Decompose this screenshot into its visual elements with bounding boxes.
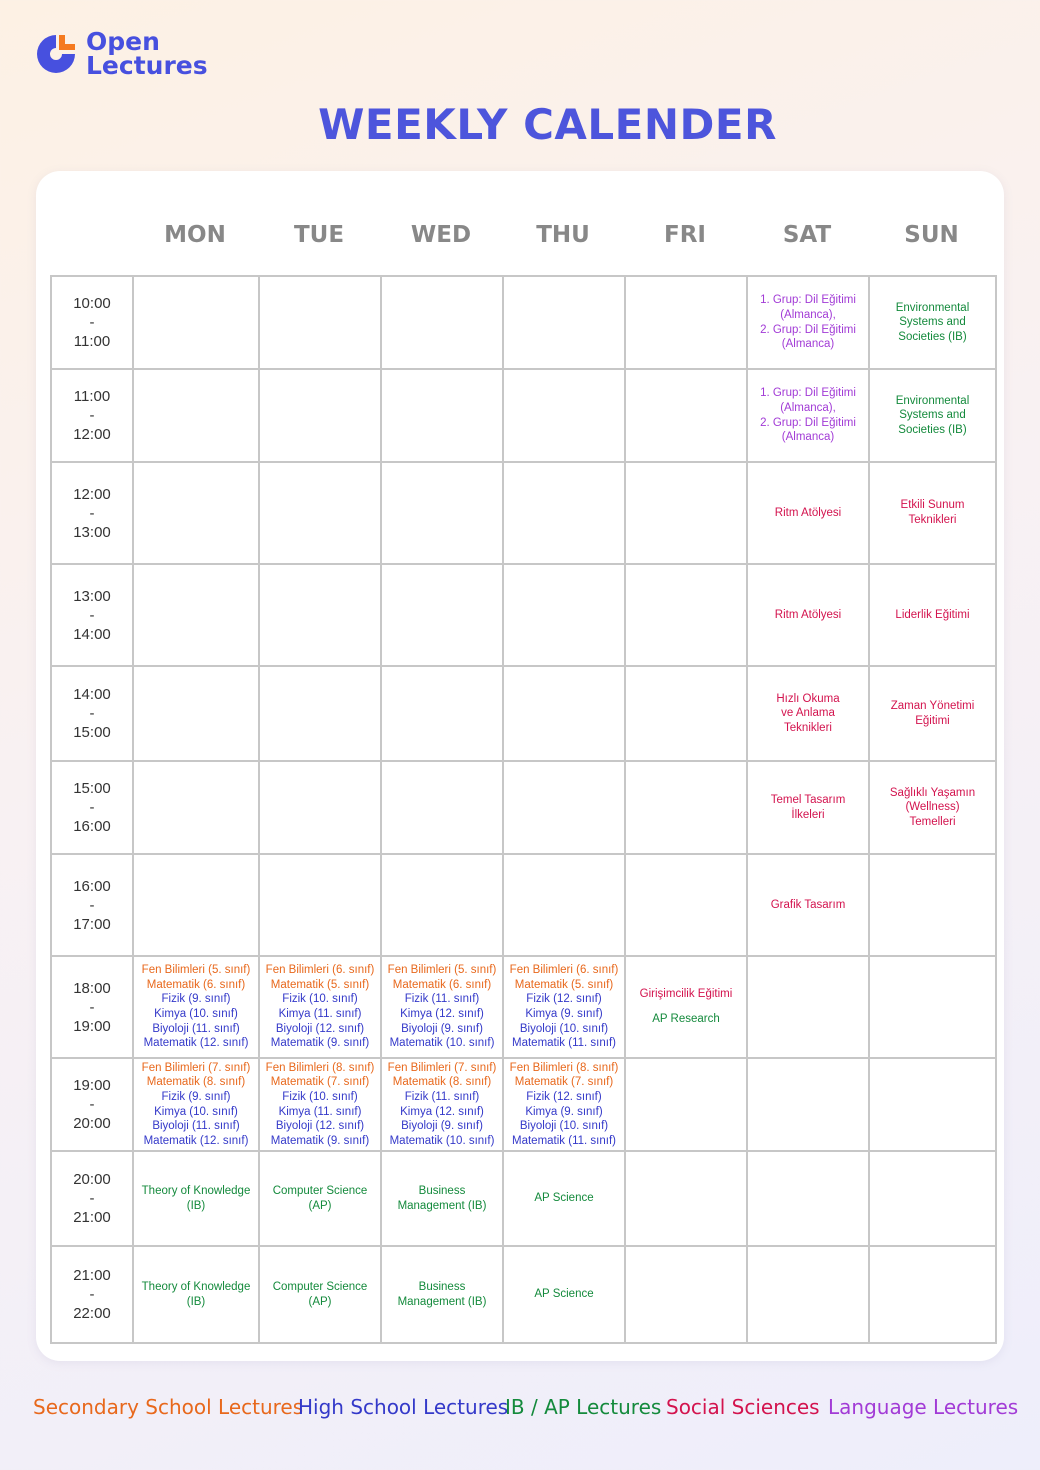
schedule-cell-thu (503, 956, 625, 1058)
time-row-19 (51, 1058, 996, 1151)
lecture-line: (Almanca) (781, 431, 835, 444)
time-start: 19:00 (73, 1077, 111, 1094)
time-label (51, 666, 133, 761)
schedule-cell-empty (259, 276, 381, 369)
schedule-cell-empty (259, 666, 381, 761)
time-row-20 (51, 1151, 996, 1246)
lecture-line: Kimya (11. sınıf) (278, 1105, 362, 1118)
schedule-cell-empty (133, 564, 259, 666)
lecture-line: Fen Bilimleri (6. sınıf) (509, 964, 619, 977)
time-start: 15:00 (73, 780, 111, 797)
schedule-cell-wed (381, 1246, 503, 1343)
lecture-line: (IB) (186, 1295, 206, 1308)
schedule-cell-thu (503, 1151, 625, 1246)
open-lectures-logo (32, 27, 208, 80)
schedule-cell-empty (747, 1246, 869, 1343)
schedule-cell-wed (381, 1151, 503, 1246)
schedule-cell-empty (869, 854, 996, 956)
schedule-cell-empty (503, 369, 625, 462)
logo-line-open: Open (86, 27, 160, 56)
lecture-line: Environmental (895, 394, 970, 407)
lecture-line: Girişimcilik Eğitimi (639, 988, 733, 1001)
schedule-cell-empty (625, 462, 747, 564)
lecture-line: Matematik (11. sınıf) (512, 1037, 616, 1050)
logo-wordmark (86, 27, 208, 80)
time-separator: - (89, 896, 95, 914)
schedule-cell-empty (625, 1058, 747, 1151)
lecture-line: Theory of Knowledge (141, 1184, 251, 1197)
time-row-16 (51, 854, 996, 956)
schedule-cell-fri (625, 956, 747, 1058)
time-separator: - (89, 1190, 95, 1207)
lecture-line: Kimya (11. sınıf) (278, 1008, 362, 1020)
day-header-sat: SAT (782, 222, 832, 248)
day-header-sun: SUN (904, 222, 959, 248)
lecture-line: Fizik (12. sınıf) (526, 1090, 602, 1103)
time-separator: - (89, 1096, 95, 1113)
lecture-line: Matematik (7. sınıf) (270, 1076, 370, 1089)
time-end: 14:00 (73, 625, 111, 643)
schedule-cell-wed (381, 1058, 503, 1151)
time-row-15 (51, 761, 996, 854)
lecture-line: Fizik (9. sınıf) (161, 1090, 231, 1103)
lecture-line: Societies (IB) (898, 423, 967, 436)
schedule-cell-mon (133, 1058, 259, 1151)
time-label (51, 564, 133, 666)
lecture-line: (Almanca) (781, 338, 835, 351)
schedule-cell-empty (381, 761, 503, 854)
lecture-line: Business (418, 1184, 466, 1197)
lecture-line: Matematik (11. sınıf) (512, 1134, 616, 1147)
time-row-14 (51, 666, 996, 761)
lecture-line: Liderlik Eğitimi (895, 608, 970, 621)
day-header-row (50, 215, 995, 255)
lecture-line: Matematik (8. sınıf) (392, 1076, 492, 1089)
lecture-line: Fizik (12. sınıf) (526, 993, 602, 1006)
day-header-mon: MON (164, 222, 226, 248)
lecture-line: İlkeleri (791, 808, 825, 821)
time-end: 22:00 (73, 1305, 111, 1322)
lecture-line: Fen Bilimleri (8. sınıf) (265, 1061, 375, 1074)
time-start: 12:00 (73, 485, 111, 503)
lecture-line: (AP) (308, 1295, 332, 1308)
time-end: 13:00 (73, 523, 111, 541)
lecture-line: Fizik (11. sınıf) (404, 1090, 480, 1103)
schedule-cell-sun (869, 666, 996, 761)
day-header-fri: FRI (664, 222, 706, 248)
lecture-line: Kimya (9. sınıf) (525, 1105, 603, 1118)
weekly-schedule-grid (50, 275, 997, 1344)
lecture-line: Business (418, 1280, 466, 1293)
schedule-cell-empty (503, 854, 625, 956)
schedule-cell-empty (259, 462, 381, 564)
lecture-line: Eğitimi (915, 714, 950, 727)
lecture-line: Systems and (899, 409, 966, 422)
lecture-line: Biyoloji (9. sınıf) (401, 1120, 483, 1133)
time-label (51, 854, 133, 956)
time-end: 11:00 (73, 333, 111, 350)
schedule-cell-empty (381, 462, 503, 564)
lecture-line: Temel Tasarım (770, 793, 846, 806)
time-end: 19:00 (73, 1017, 111, 1035)
legend-high-school: High School Lectures (298, 1395, 509, 1419)
schedule-cell-sat (747, 666, 869, 761)
schedule-cell-empty (747, 956, 869, 1058)
lecture-line: Matematik (12. sınıf) (143, 1037, 249, 1050)
schedule-cell-tue (259, 1058, 381, 1151)
schedule-cell-empty (869, 956, 996, 1058)
lecture-line: Fen Bilimleri (8. sınıf) (509, 1061, 619, 1074)
lecture-line: Management (IB) (397, 1199, 487, 1212)
lecture-line: Fen Bilimleri (6. sınıf) (265, 964, 375, 977)
time-row-12 (51, 462, 996, 564)
lecture-line: (IB) (186, 1199, 206, 1212)
time-separator: - (89, 1286, 95, 1303)
schedule-cell-sun (869, 564, 996, 666)
schedule-cell-empty (869, 1246, 996, 1343)
schedule-cell-sat (747, 276, 869, 369)
lecture-line: Kimya (9. sınıf) (525, 1008, 603, 1020)
schedule-cell-empty (747, 1058, 869, 1151)
lecture-line: AP Science (534, 1192, 594, 1205)
time-row-10 (51, 276, 996, 369)
lecture-line: Biyoloji (10. sınıf) (519, 1120, 609, 1133)
schedule-cell-sat (747, 369, 869, 462)
schedule-cell-empty (133, 854, 259, 956)
lecture-line: Hızlı Okuma (776, 692, 840, 705)
lecture-line: Ritm Atölyesi (774, 608, 842, 621)
schedule-cell-empty (869, 1058, 996, 1151)
schedule-cell-empty (503, 276, 625, 369)
time-row-13 (51, 564, 996, 666)
schedule-cell-sun (869, 761, 996, 854)
schedule-cell-empty (625, 854, 747, 956)
time-start: 21:00 (73, 1267, 111, 1284)
schedule-cell-empty (869, 1151, 996, 1246)
schedule-cell-empty (503, 564, 625, 666)
lecture-line: Matematik (9. sınıf) (270, 1037, 370, 1050)
lecture-line: (AP) (308, 1199, 332, 1212)
lecture-line: Matematik (5. sınıf) (514, 978, 614, 991)
time-separator: - (89, 504, 95, 522)
schedule-cell-empty (381, 666, 503, 761)
schedule-cell-empty (259, 564, 381, 666)
time-separator: - (89, 606, 95, 624)
time-separator: - (89, 314, 95, 331)
schedule-cell-tue (259, 1246, 381, 1343)
time-row-18 (51, 956, 996, 1058)
schedule-cell-empty (625, 369, 747, 462)
schedule-cell-empty (259, 369, 381, 462)
time-end: 16:00 (73, 818, 111, 835)
time-separator: - (89, 799, 95, 816)
logo-line-lectures: Lectures (86, 51, 208, 80)
schedule-cell-empty (133, 666, 259, 761)
schedule-cell-empty (503, 462, 625, 564)
lecture-line: (Wellness) (905, 801, 960, 814)
lecture-line: 2. Grup: Dil Eğitimi (760, 323, 856, 336)
time-end: 15:00 (73, 724, 111, 741)
schedule-cell-empty (381, 369, 503, 462)
time-end: 21:00 (73, 1209, 111, 1226)
schedule-cell-empty (625, 1151, 747, 1246)
time-start: 10:00 (73, 295, 111, 312)
lecture-line: Zaman Yönetimi (890, 699, 975, 712)
time-start: 16:00 (73, 877, 111, 895)
time-separator: - (89, 705, 95, 722)
time-label (51, 462, 133, 564)
lecture-line: Teknikleri (784, 721, 832, 734)
schedule-cell-tue (259, 1151, 381, 1246)
day-header-wed: WED (410, 222, 472, 248)
schedule-cell-empty (259, 854, 381, 956)
schedule-cell-sun (869, 276, 996, 369)
schedule-cell-sat (747, 564, 869, 666)
legend-social-sciences: Social Sciences (666, 1395, 820, 1419)
time-end: 17:00 (73, 915, 111, 933)
schedule-cell-empty (133, 369, 259, 462)
schedule-cell-empty (625, 761, 747, 854)
lecture-line: Environmental (895, 301, 970, 314)
lecture-line: Matematik (12. sınıf) (143, 1134, 249, 1147)
lecture-line: Kimya (12. sınıf) (400, 1008, 484, 1020)
schedule-cell-wed (381, 956, 503, 1058)
lecture-line: Matematik (10. sınıf) (389, 1037, 495, 1050)
schedule-cell-empty (381, 276, 503, 369)
time-separator: - (89, 407, 95, 424)
time-end: 20:00 (73, 1115, 111, 1132)
lecture-line: 2. Grup: Dil Eğitimi (760, 416, 856, 429)
open-lectures-logo-icon (32, 30, 80, 78)
schedule-cell-empty (625, 276, 747, 369)
lecture-line: Computer Science (272, 1280, 368, 1293)
time-label (51, 1246, 133, 1343)
page-title: WEEKLY CALENDER (318, 100, 777, 149)
schedule-cell-empty (133, 761, 259, 854)
lecture-line: Kimya (12. sınıf) (400, 1105, 484, 1118)
lecture-line: Fen Bilimleri (7. sınıf) (387, 1061, 497, 1074)
lecture-line: Fizik (11. sınıf) (404, 993, 480, 1006)
lecture-line: Biyoloji (12. sınıf) (275, 1120, 365, 1133)
lecture-line: Fen Bilimleri (7. sınıf) (141, 1061, 251, 1074)
lecture-line: Matematik (6. sınıf) (392, 978, 492, 991)
schedule-cell-empty (381, 854, 503, 956)
legend-ib-ap: IB / AP Lectures (505, 1395, 662, 1419)
schedule-cell-empty (503, 761, 625, 854)
schedule-cell-sat (747, 854, 869, 956)
day-header-tue: TUE (293, 222, 345, 248)
schedule-cell-mon (133, 1151, 259, 1246)
lecture-line: Kimya (10. sınıf) (154, 1105, 238, 1118)
schedule-cell-mon (133, 1246, 259, 1343)
lecture-line: Biyoloji (11. sınıf) (152, 1022, 240, 1035)
time-label (51, 369, 133, 462)
lecture-line: AP Research (652, 1013, 720, 1025)
lecture-line: 1. Grup: Dil Eğitimi (760, 294, 856, 307)
lecture-line: Matematik (9. sınıf) (270, 1134, 370, 1147)
schedule-cell-empty (503, 666, 625, 761)
schedule-cell-tue (259, 956, 381, 1058)
legend-secondary-school: Secondary School Lectures (33, 1395, 304, 1419)
lecture-line: ve Anlama (781, 707, 835, 720)
schedule-cell-empty (381, 564, 503, 666)
lecture-line: Fizik (10. sınıf) (282, 1090, 358, 1103)
schedule-cell-sun (869, 462, 996, 564)
time-start: 13:00 (73, 587, 111, 605)
lecture-line: Matematik (10. sınıf) (389, 1134, 495, 1147)
schedule-cell-sat (747, 761, 869, 854)
lecture-line: Biyoloji (12. sınıf) (275, 1022, 365, 1035)
lecture-line: Kimya (10. sınıf) (154, 1008, 238, 1020)
lecture-line: Fen Bilimleri (5. sınıf) (387, 964, 497, 977)
lecture-line: Computer Science (272, 1184, 368, 1197)
time-separator: - (89, 998, 95, 1016)
lecture-line: Grafik Tasarım (770, 898, 846, 911)
lecture-line: Matematik (7. sınıf) (514, 1076, 614, 1089)
schedule-cell-empty (625, 564, 747, 666)
time-label (51, 1151, 133, 1246)
schedule-cell-thu (503, 1058, 625, 1151)
category-legend (0, 1392, 1040, 1422)
lecture-line: Matematik (5. sınıf) (270, 978, 370, 991)
schedule-cell-empty (259, 761, 381, 854)
day-header-thu: THU (536, 222, 590, 248)
time-start: 11:00 (73, 388, 111, 405)
lecture-line: Biyoloji (11. sınıf) (152, 1120, 240, 1133)
lecture-line: Matematik (8. sınıf) (146, 1076, 246, 1089)
schedule-cell-empty (625, 666, 747, 761)
lecture-line: Biyoloji (10. sınıf) (519, 1022, 609, 1035)
schedule-cell-empty (133, 462, 259, 564)
time-end: 12:00 (73, 426, 111, 443)
lecture-line: Etkili Sunum (900, 499, 965, 512)
lecture-line: 1. Grup: Dil Eğitimi (760, 387, 856, 400)
time-label (51, 276, 133, 369)
lecture-line: Biyoloji (9. sınıf) (401, 1022, 483, 1035)
time-label (51, 761, 133, 854)
schedule-cell-empty (133, 276, 259, 369)
time-row-11 (51, 369, 996, 462)
lecture-line: (Almanca), (780, 401, 836, 414)
lecture-line: AP Science (534, 1288, 594, 1301)
lecture-line: (Almanca), (780, 308, 836, 321)
time-start: 20:00 (73, 1171, 111, 1188)
lecture-line: Matematik (6. sınıf) (146, 978, 246, 991)
schedule-cell-mon (133, 956, 259, 1058)
schedule-cell-empty (747, 1151, 869, 1246)
lecture-line: Temelleri (909, 815, 956, 828)
time-start: 14:00 (73, 686, 111, 703)
time-label (51, 956, 133, 1058)
lecture-line: Fen Bilimleri (5. sınıf) (141, 964, 251, 977)
lecture-line: Management (IB) (397, 1295, 487, 1308)
schedule-cell-empty (625, 1246, 747, 1343)
lecture-line: Fizik (10. sınıf) (282, 993, 358, 1006)
legend-language: Language Lectures (828, 1395, 1019, 1419)
lecture-line: Systems and (899, 316, 966, 329)
schedule-cell-sun (869, 369, 996, 462)
time-label (51, 1058, 133, 1151)
lecture-line: Ritm Atölyesi (774, 506, 842, 519)
schedule-cell-thu (503, 1246, 625, 1343)
time-start: 18:00 (73, 979, 111, 997)
lecture-line: Societies (IB) (898, 330, 967, 343)
lecture-line: Sağlıklı Yaşamın (889, 786, 976, 799)
lecture-line: Teknikleri (908, 514, 957, 526)
lecture-line: Fizik (9. sınıf) (161, 993, 231, 1006)
lecture-line: Theory of Knowledge (141, 1280, 251, 1293)
schedule-cell-sat (747, 462, 869, 564)
time-row-21 (51, 1246, 996, 1343)
